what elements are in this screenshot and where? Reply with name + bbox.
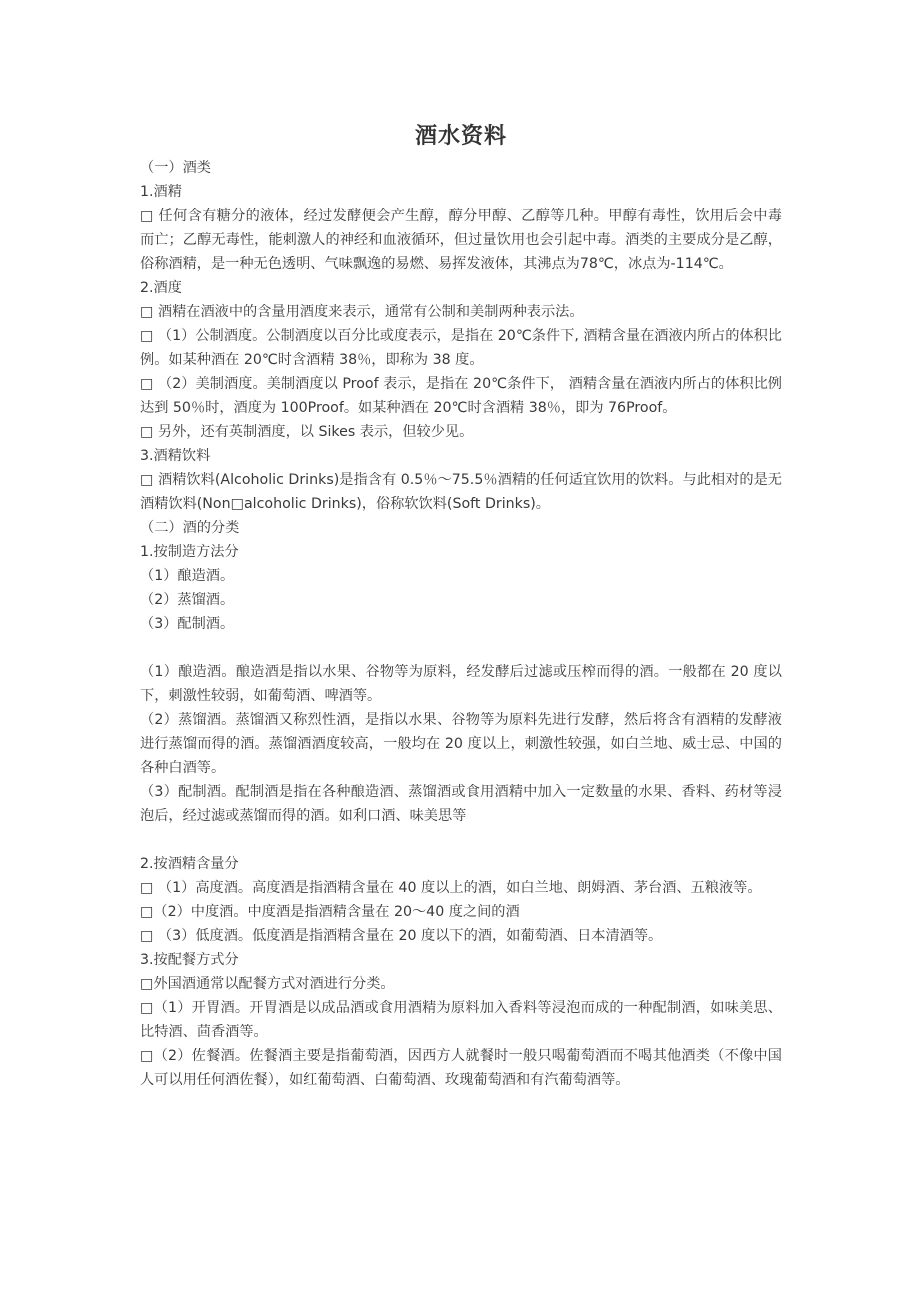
paragraph-text: □（2）中度酒。中度酒是指酒精含量在 20～40 度之间的酒 (140, 904, 520, 920)
paragraph-text: □ 酒精饮料(Alcoholic Drinks)是指含有 0.5％～75.5％酒精的任何适宜饮用的饮料。与此相对的是无酒精饮料(Non□alcoholic Drinks)，俗称软饮料(Soft Drinks)。 (140, 472, 782, 512)
paragraph-text: □ 酒精在酒液中的含量用酒度来表示，通常有公制和美制两种表示法。 (140, 304, 584, 320)
blank-line (140, 828, 782, 852)
paragraph-text: □（1）开胃酒。开胃酒是以成品酒或食用酒精为原料加入香料等浸泡而成的一种配制酒，如味美思、比特酒、茴香酒等。 (140, 1000, 782, 1040)
paragraph-text: □ 另外，还有英制酒度，以 Sikes 表示，但较少见。 (140, 424, 474, 440)
paragraph-text: （3）配制酒。 (140, 616, 235, 632)
blank-line (140, 636, 782, 660)
paragraph-text: （3）配制酒。配制酒是指在各种酿造酒、蒸馏酒或食用酒精中加入一定数量的水果、香料、药材等浸泡后，经过滤或蒸馏而得的酒。如利口酒、味美思等 (140, 784, 782, 824)
document-title: 酒水资料 (414, 124, 507, 149)
paragraph-text: □外国酒通常以配餐方式对酒进行分类。 (140, 976, 395, 992)
paragraph-text: （2）蒸馏酒。蒸馏酒又称烈性酒，是指以水果、谷物等为原料先进行发酵，然后将含有酒精的发酵液进行蒸馏而得的酒。蒸馏酒酒度较高，一般均在 20 度以上，刺激性较强，如白兰地、威士忌、中国的各种白酒等。 (140, 712, 782, 776)
paragraph-text: □ （2）美制酒度。美制酒度以 Proof 表示，是指在 20℃条件下， 酒精含量在酒液内所占的体积比例达到 50％时，酒度为 100Proof。如某种酒在 20℃时含酒精 38％，即为 76Proof。 (140, 376, 782, 416)
document-page (140, 122, 782, 1092)
paragraph-text: □（2）佐餐酒。佐餐酒主要是指葡萄酒，因西方人就餐时一般只喝葡萄酒而不喝其他酒类（不像中国人可以用任何酒佐餐），如红葡萄酒、白葡萄酒、玫瑰葡萄酒和有汽葡萄酒等。 (140, 1048, 782, 1088)
paragraph-text: □ （1）公制酒度。公制酒度以百分比或度表示，是指在 20℃条件下, 酒精含量在酒液内所占的体积比例。如某种酒在 20℃时含酒精 38％，即称为 38 度。 (140, 328, 782, 368)
subheading-text: 1.酒精 (140, 184, 182, 200)
paragraph-text: □ 任何含有糖分的液体，经过发酵便会产生醇，醇分甲醇、乙醇等几种。甲醇有毒性，饮用后会中毒而亡；乙醇无毒性，能刺激人的神经和血液循环，但过量饮用也会引起中毒。酒类的主要成分是乙醇，俗称酒精，是一种无色透明、气味飘逸的易燃、易挥发液体，其沸点为78℃，冰点为-114℃。 (140, 208, 782, 272)
subheading-text: 3.按配餐方式分 (140, 952, 239, 968)
document-body (140, 156, 782, 1092)
heading-text: （一）酒类 (140, 160, 211, 176)
subheading-text: 2.按酒精含量分 (140, 856, 239, 872)
paragraph-text: □ （1）高度酒。高度酒是指酒精含量在 40 度以上的酒，如白兰地、朗姆酒、茅台酒、五粮液等。 (140, 880, 762, 896)
paragraph-text: （1）酿造酒。酿造酒是指以水果、谷物等为原料，经发酵后过滤或压榨而得的酒。一般都在 20 度以下，刺激性较弱，如葡萄酒、啤酒等。 (140, 664, 782, 704)
heading-text: （二）酒的分类 (140, 520, 240, 536)
paragraph-text: □ （3）低度酒。低度酒是指酒精含量在 20 度以下的酒，如葡萄酒、日本清酒等。 (140, 928, 663, 944)
subheading-text: 1.按制造方法分 (140, 544, 239, 560)
paragraph-text: （1）酿造酒。 (140, 568, 235, 584)
subheading-text: 3.酒精饮料 (140, 448, 211, 464)
paragraph-text: （2）蒸馏酒。 (140, 592, 235, 608)
subheading-text: 2.酒度 (140, 280, 182, 296)
